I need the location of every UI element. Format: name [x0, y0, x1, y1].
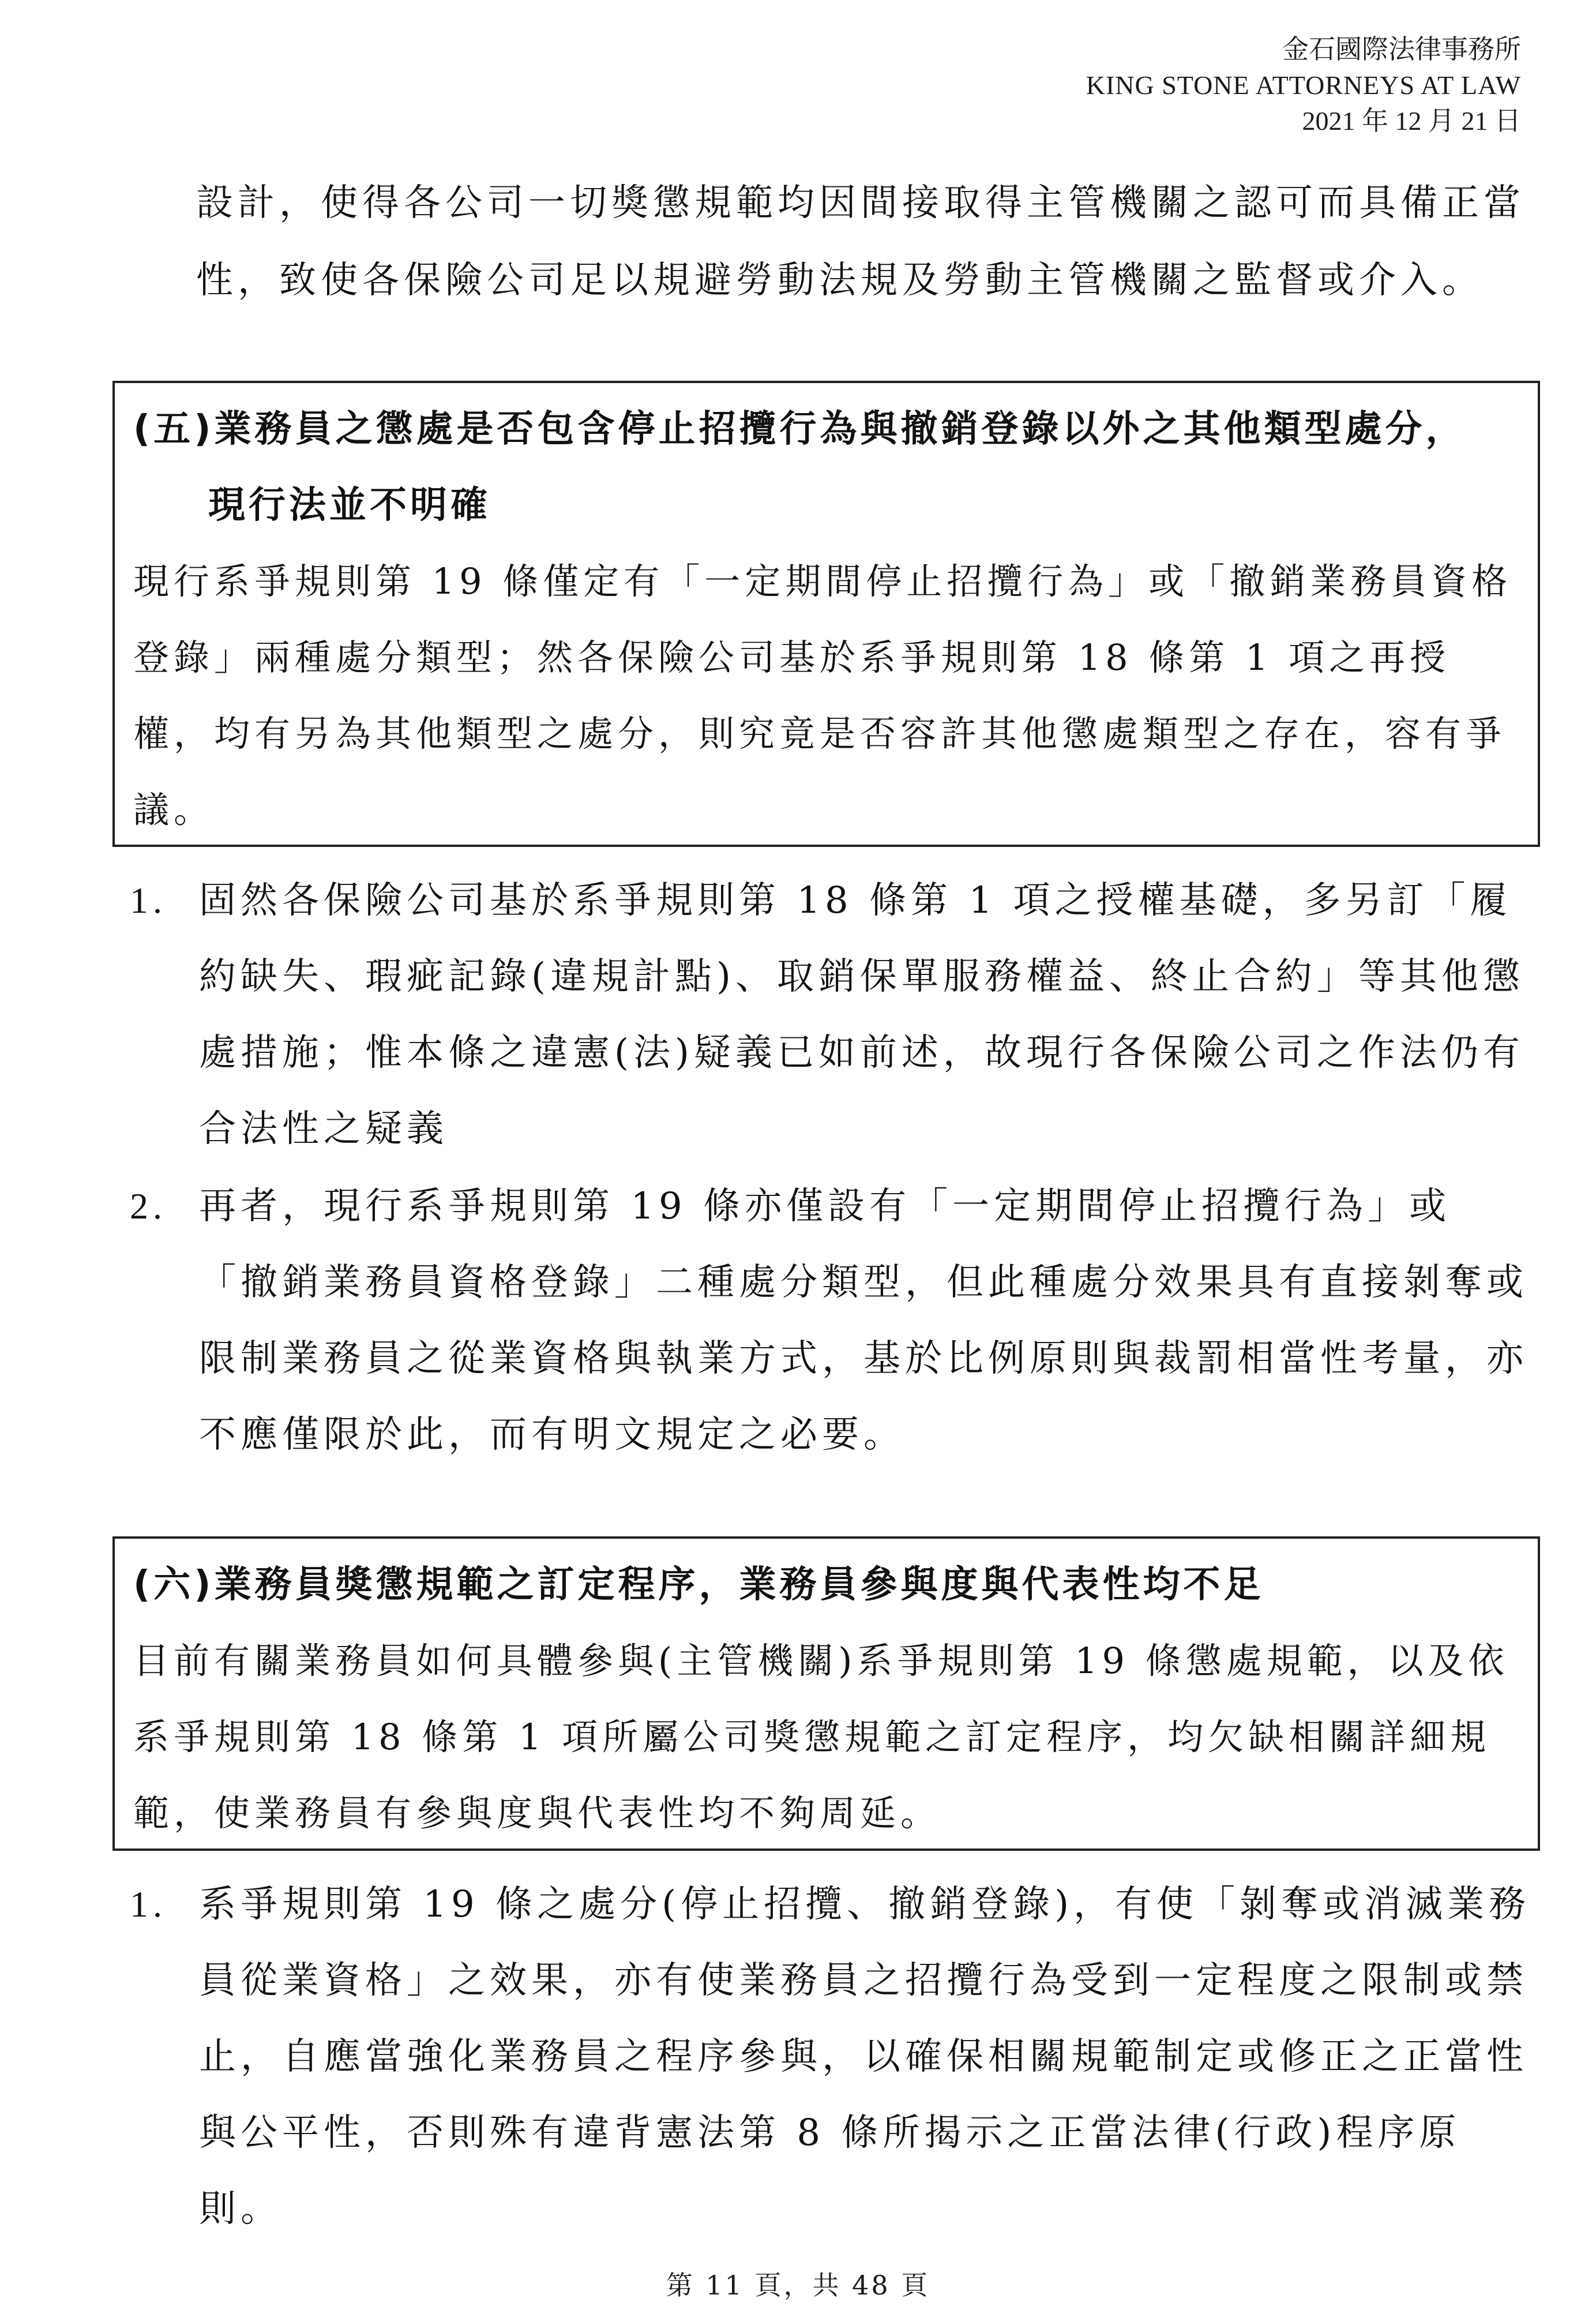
section-5-title-line2: 現行法並不明確	[208, 484, 491, 527]
section-5-title-line1: (五)業務員之懲處是否包含停止招攬行為與撤銷登錄以外之其他類型處分，	[133, 408, 1466, 451]
page-number: 第 11 頁，共 48 頁	[666, 2270, 930, 2301]
intro-paragraph: 設計，使得各公司一切獎懲規範均因間接取得主管機關之認可而具備正當性，致使各保險公司足以規避勞動法規及勞動主管機關之監督或介入。	[196, 182, 1525, 302]
firm-name-en: KING STONE ATTORNEYS AT LAW	[1086, 70, 1521, 100]
section-5-box	[112, 381, 1540, 847]
letterhead	[1086, 32, 1521, 139]
section-6-box	[112, 1536, 1540, 1851]
item-text: 固然各保險公司基於系爭規則第 18 條第 1 項之授權基礎，多另訂「履約缺失、瑕疵記錄(違規計點)、取銷保單服務權益、終止合約」等其他懲處措施；惟本條之違憲(法)疑義已如前述，故現行各保險公司之作法仍有合法性之疑義	[199, 879, 1524, 1150]
section-5-title	[133, 391, 1520, 543]
section-6-summary: 目前有關業務員如何具體參與(主管機關)系爭規則第 19 條懲處規範，以及依系爭規則第 18 條第 1 項所屬公司獎懲規範之訂定程序，均欠缺相關詳細規範，使業務員有參與度與代表性均不夠周延。	[133, 1640, 1509, 1834]
section-6-item-1	[130, 1866, 1531, 2247]
section-5-item-1	[130, 863, 1531, 1167]
item-text: 再者，現行系爭規則第 19 條亦僅設有「一定期間停止招攬行為」或「撤銷業務員資格登錄」二種處分類型，但此種處分效果具有直接剝奪或限制業務員之從業資格與執業方式，基於比例原則與裁罰相當性考量，亦不應僅限於此，而有明文規定之必要。	[199, 1185, 1528, 1456]
item-number: 1.	[130, 1884, 167, 1925]
item-text: 系爭規則第 19 條之處分(停止招攬、撤銷登錄)，有使「剝奪或消滅業務員從業資格」之效果，亦有使業務員之招攬行為受到一定程度之限制或禁止，自應當強化業務員之程序參與，以確保相關規範制定或修正之正當性與公平性，否則殊有違背憲法第 8 條所揭示之正當法律(行政)程序原則。	[199, 1883, 1531, 2230]
document-date: 2021 年 12 月 21 日	[1302, 106, 1521, 136]
item-number: 1.	[130, 880, 167, 921]
section-5-item-2	[130, 1168, 1531, 1473]
section-5-summary: 現行系爭規則第 19 條僅定有「一定期間停止招攬行為」或「撤銷業務員資格登錄」兩種處分類型；然各保險公司基於系爭規則第 18 條第 1 項之再授權，均有另為其他類型之處分，則究竟是否容許其他懲處類型之存在，容有爭議。	[133, 560, 1512, 831]
item-number: 2.	[130, 1186, 167, 1227]
firm-name-zh: 金石國際法律事務所	[1282, 35, 1521, 64]
section-6-title: (六)業務員獎懲規範之訂定程序，業務員參與度與代表性均不足	[133, 1563, 1264, 1606]
